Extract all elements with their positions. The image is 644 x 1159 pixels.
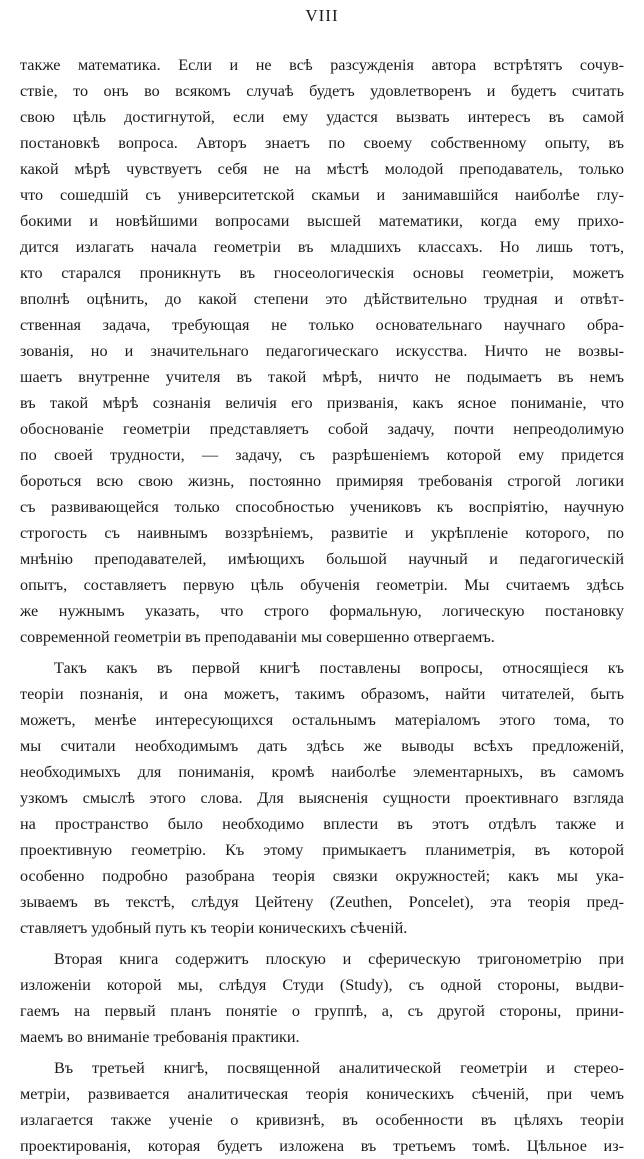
text-line: зованія, но и значительнаго педагогическаго искусства. Ничто не возвы- bbox=[20, 342, 624, 360]
text-line: необходимыхъ для пониманія, кромѣ наиболѣе элементарныхъ, въ самомъ bbox=[20, 763, 624, 781]
text-line: что сошедшій съ университетской скамьи и занимавшійся наиболѣе глу- bbox=[20, 186, 624, 204]
text-line: обоснованіе геометріи представляетъ собой задачу, почти непреодолимую bbox=[20, 420, 624, 438]
text-line: зываемъ въ текстѣ, слѣдуя Цейтену (Zeuthen, Poncelet), эта теорія пред- bbox=[20, 893, 624, 911]
text-line: бороться всю свою жизнь, постоянно примиряя требованія строгой логики bbox=[20, 472, 624, 490]
text-line: какой мѣрѣ чувствуетъ себя не на мѣстѣ молодой преподаватель, только bbox=[20, 160, 624, 178]
paragraph bbox=[20, 655, 624, 941]
text-line: кто старался проникнуть въ гносеологическія основы геометріи, можетъ bbox=[20, 264, 624, 282]
text-line: мнѣнію преподавателей, имѣющихъ большой научный и педагогическій bbox=[20, 550, 624, 568]
text-line: шаетъ внутренне учителя въ такой мѣрѣ, ничто не подымаетъ въ немъ bbox=[20, 368, 624, 386]
text-line: современной геометріи въ преподаваніи мы совершенно отвергаемъ. bbox=[20, 628, 495, 646]
text-line: въ такой мѣрѣ сознанія величія его призванія, какъ ясное пониманіе, что bbox=[20, 394, 624, 412]
text-line: Такъ какъ въ первой книгѣ поставлены вопросы, относящіеся къ bbox=[54, 659, 624, 677]
text-line: Вторая книга содержитъ плоскую и сферическую тригонометрію при bbox=[54, 950, 624, 968]
text-line: также математика. Если и не всѣ разсужденія автора встрѣтятъ сочув- bbox=[20, 56, 624, 74]
paragraph bbox=[20, 52, 624, 650]
text-line: же нужнымъ указать, что строго формальную, логическую постановку bbox=[20, 602, 624, 620]
text-line: вполнѣ оцѣнить, до какой степени это дѣйствительно трудная и отвѣт- bbox=[20, 290, 624, 308]
text-line: изложеніи которой мы, слѣдуя Студи (Study), съ одной стороны, выдви- bbox=[20, 976, 624, 994]
paragraph bbox=[20, 1055, 624, 1159]
text-line: проектированія, которая будетъ изложена въ третьемъ томѣ. Цѣльное из- bbox=[20, 1137, 624, 1155]
text-line: постановкѣ вопроса. Авторъ знаетъ по своему собственному опыту, въ bbox=[20, 134, 624, 152]
text-line: дится излагать начала геометріи въ младшихъ классахъ. Но лишь тотъ, bbox=[20, 238, 624, 256]
text-line: особенно подробно разобрана теорія связки окружностей; какъ мы ука- bbox=[20, 867, 624, 885]
text-line: узкомъ смыслѣ этого слова. Для выясненія сущности проективнаго взгляда bbox=[20, 789, 624, 807]
text-line: свою цѣль достигнутой, если ему удастся вызвать интересъ въ самой bbox=[20, 108, 624, 126]
body-text bbox=[20, 52, 624, 1159]
text-line: на пространство было необходимо вплести въ этотъ отдѣлъ также и bbox=[20, 815, 624, 833]
text-line: мы считали необходимымъ дать здѣсь же выводы всѣхъ предложеній, bbox=[20, 737, 624, 755]
text-line: ствіе, то онъ во всякомъ случаѣ будетъ удовлетворенъ и будетъ считать bbox=[20, 82, 624, 100]
text-line: Въ третьей книгѣ, посвященной аналитической геометріи и стерео- bbox=[54, 1059, 624, 1077]
text-line: метріи, развивается аналитическая теорія коническихъ сѣченій, при чемъ bbox=[20, 1085, 624, 1103]
text-line: можетъ, менѣе интересующихся остальнымъ матеріаломъ этого тома, то bbox=[20, 711, 624, 729]
paragraph bbox=[20, 946, 624, 1050]
text-line: теоріи познанія, и она можетъ, такимъ образомъ, найти читателей, быть bbox=[20, 685, 624, 703]
text-line: опытъ, составляетъ первую цѣль обученія геометріи. Мы считаемъ здѣсь bbox=[20, 576, 624, 594]
text-line: съ развивающейся только способностью учениковъ къ воспріятію, научную bbox=[20, 498, 624, 516]
page-number: VIII bbox=[305, 6, 339, 25]
text-line: бокими и новѣйшими вопросами высшей математики, когда ему прихо- bbox=[20, 212, 624, 230]
text-line: по своей трудности, — задачу, съ разрѣшеніемъ которой ему придется bbox=[20, 446, 624, 464]
text-line: проективную геометрію. Къ этому примыкаетъ планиметрія, въ которой bbox=[20, 841, 624, 859]
text-line: гаемъ на первый планъ понятіе о группѣ, а, съ другой стороны, прини- bbox=[20, 1002, 624, 1020]
text-line: ственная задача, требующая не только основательнаго научнаго обра- bbox=[20, 316, 624, 334]
text-line: излагается также ученіе о кривизнѣ, въ особенности въ цѣляхъ теоріи bbox=[20, 1111, 624, 1129]
text-line: строгость съ наивнымъ воззрѣніемъ, развитіе и укрѣпленіе которого, по bbox=[20, 524, 624, 542]
text-line: ставляетъ удобный путь къ теоріи коническихъ сѣченій. bbox=[20, 919, 408, 937]
text-line: маемъ во вниманіе требованія практики. bbox=[20, 1028, 300, 1046]
